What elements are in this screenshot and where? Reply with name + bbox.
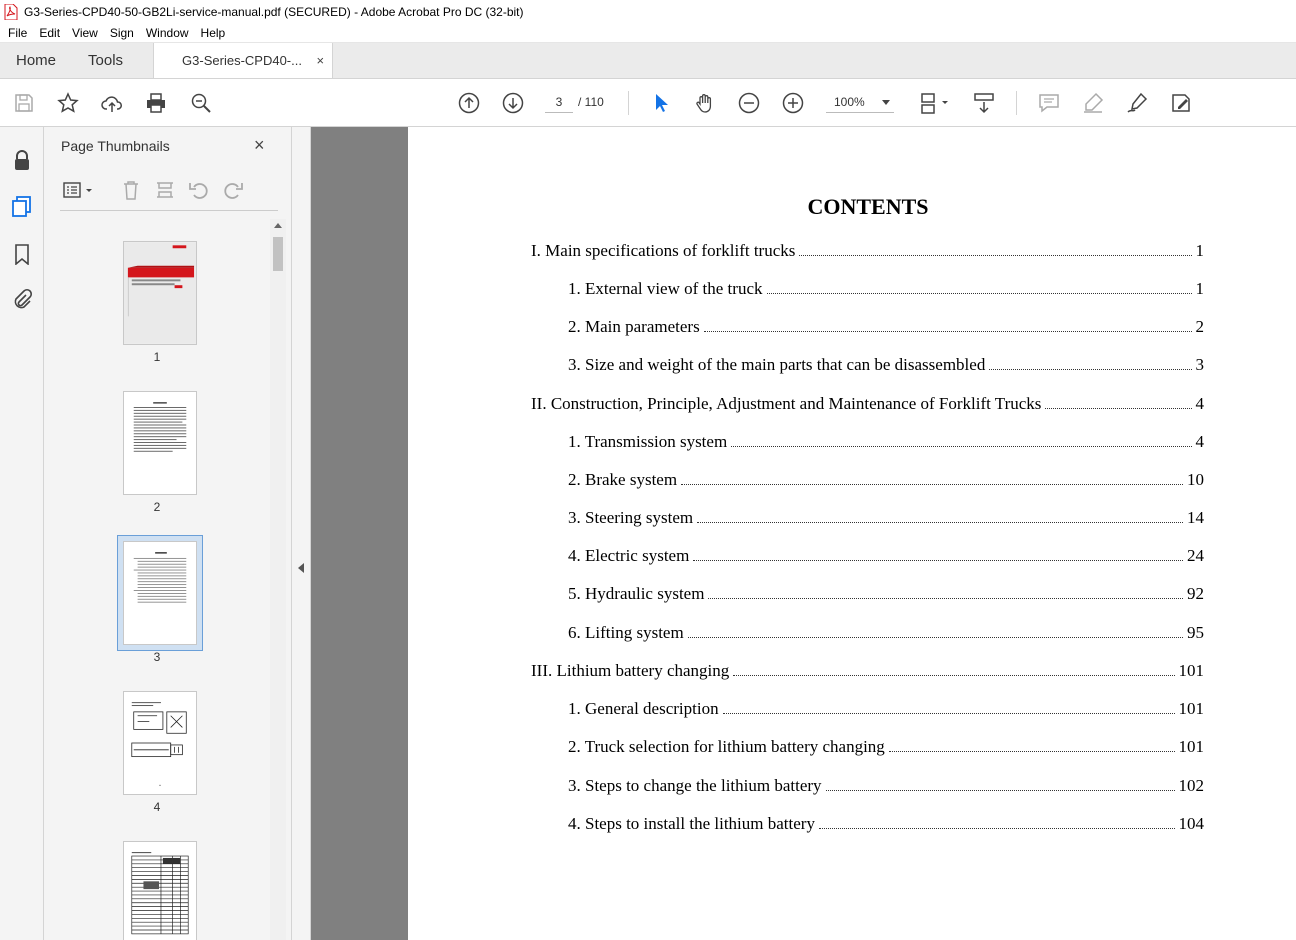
cover-page-preview [124,242,196,344]
toc-entry-title: 2. Truck selection for lithium battery changing [568,737,885,756]
toc-entry [568,699,1204,721]
delete-page-icon[interactable] [120,179,142,201]
toc-entry-page: 101 [1178,661,1204,680]
toc-entry-page: 4 [1195,432,1204,451]
page-thumbnail-selected[interactable] [123,541,197,645]
toc-entry [568,584,1204,606]
find-zoom-icon[interactable] [189,91,213,115]
page-thumbnail[interactable] [123,841,197,940]
attachments-icon[interactable] [10,287,34,311]
lock-icon[interactable] [10,148,34,172]
scroll-mode-icon[interactable] [972,91,996,115]
table-page-preview [124,842,196,940]
toc-dot-leader [731,433,1191,447]
toc-dot-leader [826,777,1175,791]
print-icon[interactable] [144,91,168,115]
rotate-right-icon[interactable] [222,179,244,201]
toc-entry-page: 2 [1195,317,1204,336]
zoom-in-icon[interactable] [781,91,805,115]
tab-document[interactable] [153,43,333,78]
thumbnail-label: 2 [153,500,161,514]
page-thumbnail[interactable] [123,241,197,345]
menu-sign[interactable]: Sign [109,25,134,40]
toc-entry [568,432,1204,454]
upload-cloud-icon[interactable] [100,91,124,115]
toc-entry-page: 24 [1187,546,1204,565]
toc-dot-leader [889,738,1175,752]
toc-entry-page: 10 [1187,470,1204,489]
toc-entry [568,317,1204,339]
toc-entry-title: 6. Lifting system [568,623,684,642]
toc-entry-title: 2. Main parameters [568,317,700,336]
main-toolbar [0,79,1296,127]
toc-entry-page: 101 [1178,737,1204,756]
comment-icon[interactable] [1037,91,1061,115]
window-title: G3-Series-CPD40-50-GB2Li-service-manual.pdf (SECURED) - Adobe Acrobat Pro DC (32-bit) [24,4,524,19]
toc-entry-page: 1 [1195,241,1204,260]
menu-bar [0,23,1296,43]
toc-entry-title: 3. Steps to change the lithium battery [568,776,822,795]
tab-tools[interactable]: Tools [88,52,124,69]
toc-entry-page: 95 [1187,623,1204,642]
tab-close-icon[interactable]: × [316,53,325,68]
toc-entry-title: 1. External view of the truck [568,279,763,298]
toc-entry [568,737,1204,759]
select-pointer-icon[interactable] [649,91,673,115]
toc-entry [531,661,1204,683]
toc-entry-title: 3. Steering system [568,508,694,527]
toc-entry-page: 102 [1178,776,1204,795]
toc-entry [568,814,1204,836]
toc-entry-page: 4 [1195,394,1204,413]
toc-dot-leader [723,700,1175,714]
pdf-page [408,127,1296,940]
contents-page-preview [124,542,196,644]
thumbnail-label: 4 [153,800,161,814]
highlight-pen-icon[interactable] [1081,91,1105,115]
toc-entry-page: 3 [1195,355,1204,374]
scroll-up-arrow-icon[interactable] [274,223,282,228]
drawing-page-preview [124,692,196,794]
menu-window[interactable]: Window [145,25,189,40]
panel-title: Page Thumbnails [61,138,170,154]
acrobat-logo-icon [4,4,18,20]
toc-dot-leader [708,585,1183,599]
toc-entry [531,241,1204,263]
menu-view[interactable]: View [72,25,98,40]
collapse-arrow-icon[interactable] [298,563,304,573]
toolbar-divider [1016,91,1017,115]
toc-dot-leader [733,662,1174,676]
panel-collapse-strip[interactable] [292,127,311,940]
toc-dot-leader [697,509,1183,523]
toc-entry-page: 101 [1178,699,1204,718]
toc-entry-title: III. Lithium battery changing [531,661,730,680]
menu-file[interactable]: File [8,25,28,40]
toc-entry-title: 5. Hydraulic system [568,584,705,603]
menu-edit[interactable]: Edit [39,25,61,40]
toc-entry [568,355,1204,377]
toc-entry [568,470,1204,492]
next-page-icon[interactable] [501,91,525,115]
text-page-preview [124,392,196,494]
hand-tool-icon[interactable] [693,91,717,115]
page-thumbnails-icon[interactable] [10,194,34,218]
panel-toolbar [60,175,278,211]
toc-entry [568,279,1204,301]
toc-dot-leader [688,624,1183,638]
zoom-value: 100% [834,95,865,109]
toc-entry [568,776,1204,798]
toc-entry-title: 4. Steps to install the lithium battery [568,814,815,833]
toc-dot-leader [989,356,1191,370]
page-number-input[interactable]: 3 [545,91,573,113]
page-thumbnails-panel [44,127,292,940]
thumbnail-label: 3 [153,650,161,664]
toc-entry-title: 4. Electric system [568,546,690,565]
toolbar-divider [628,91,629,115]
toc-entry-page: 92 [1187,584,1204,603]
toc-entry [568,623,1204,645]
close-icon[interactable]: × [254,135,265,155]
thumbnail-scrollbar[interactable] [270,219,286,940]
toc-dot-leader [819,815,1175,829]
toc-entry-title: 1. Transmission system [568,432,728,451]
save-icon[interactable] [12,91,36,115]
page-total: / 110 [578,95,604,109]
thumbnail-list [44,219,270,940]
title-bar [0,0,1296,23]
toc-entry [568,508,1204,530]
toc-dot-leader [693,547,1183,561]
fill-sign-icon[interactable] [1169,91,1193,115]
toc-entry-title: 1. General description [568,699,719,718]
tab-document-label: G3-Series-CPD40-... [182,53,302,68]
toc-entry [568,546,1204,568]
page-thumbnail[interactable] [123,691,197,795]
toc-dot-leader [681,471,1183,485]
toc-entry-page: 14 [1187,508,1204,527]
zoom-select[interactable] [826,91,894,113]
rotate-left-icon[interactable] [188,179,210,201]
left-rail [0,127,44,940]
toc-entry-title: I. Main specifications of forklift trucks [531,241,796,260]
sign-icon[interactable] [1125,91,1149,115]
bookmark-star-icon[interactable] [56,91,80,115]
page-display-icon[interactable] [918,91,952,115]
toc-entry-title: 3. Size and weight of the main parts that can be disassembled [568,355,986,374]
toc-dot-leader [1045,395,1191,409]
scrollbar-thumb[interactable] [273,237,283,271]
bookmarks-icon[interactable] [10,242,34,266]
toc-entry-title: II. Construction, Principle, Adjustment and Maintenance of Forklift Trucks [531,394,1042,413]
contents-heading: CONTENTS [807,194,929,219]
zoom-dropdown-icon [882,100,890,105]
toc-dot-leader [767,280,1192,294]
toc-dot-leader [799,242,1191,256]
thumbnail-label: 1 [153,350,161,364]
page-thumbnail[interactable] [123,391,197,495]
toc-dot-leader [704,318,1192,332]
previous-page-icon[interactable] [457,91,481,115]
menu-help[interactable]: Help [200,25,226,40]
tab-bar [0,43,1296,79]
toc-entry [531,394,1204,416]
toc-entry-title: 2. Brake system [568,470,678,489]
toc-entry-page: 1 [1195,279,1204,298]
extract-page-icon[interactable] [154,179,176,201]
options-menu-icon[interactable] [62,179,94,201]
tab-home[interactable]: Home [16,52,57,69]
toc-entry-page: 104 [1178,814,1204,833]
zoom-out-icon[interactable] [737,91,761,115]
